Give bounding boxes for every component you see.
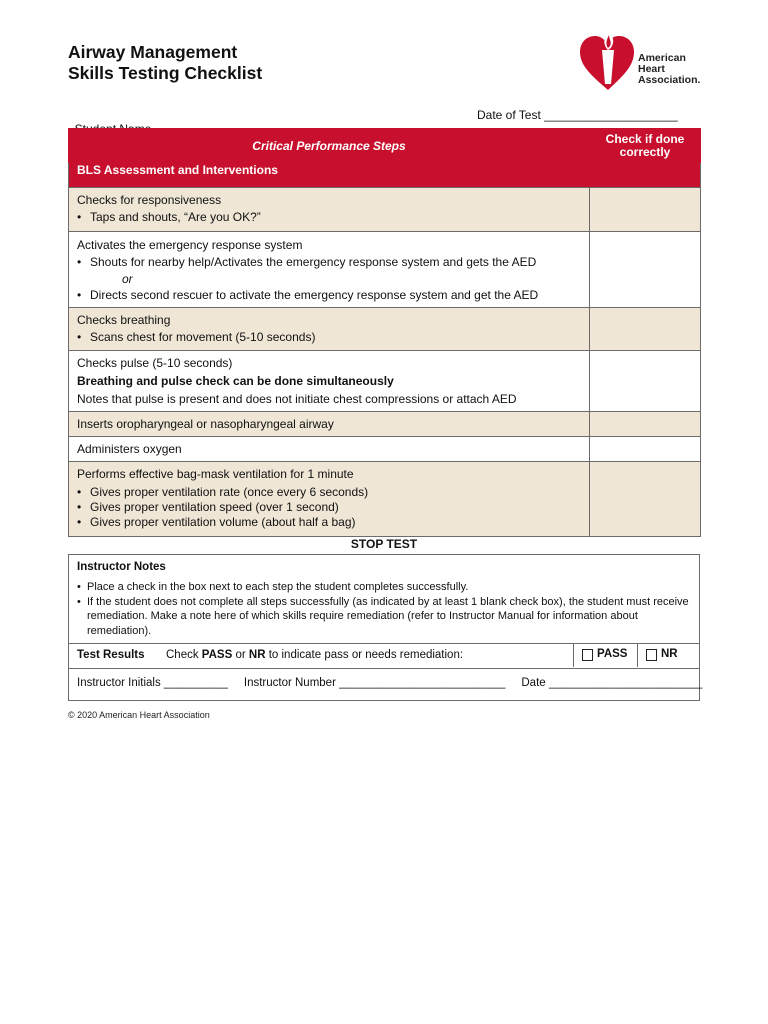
step-title: Performs effective bag-mask ventilation for 1 minute <box>77 467 354 481</box>
step-cell <box>69 232 590 308</box>
logo-line-1: American <box>638 52 686 64</box>
table-row <box>69 437 701 462</box>
step-bullet: • Directs second rescuer to activate the emergency response system and get the AED <box>77 287 581 304</box>
divider <box>69 668 699 669</box>
column-header-steps: Critical Performance Steps <box>69 129 590 163</box>
title-line-1: Airway Management <box>68 42 238 62</box>
aha-logo <box>578 24 708 92</box>
table-row <box>69 308 701 351</box>
instr-prefix: Check <box>166 649 202 661</box>
step-cell <box>69 412 590 437</box>
logo-line-3: Association. <box>638 74 701 86</box>
instr-or: or <box>232 649 249 661</box>
instructor-number-field[interactable]: Instructor Number __________________________ <box>243 677 506 689</box>
check-box-cell[interactable] <box>590 351 701 412</box>
test-results-instruction <box>166 649 463 661</box>
step-note: Notes that pulse is present and does not initiate chest compressions or attach AED <box>77 392 517 406</box>
title-line-2: Skills Testing Checklist <box>68 63 263 83</box>
check-box-cell[interactable] <box>590 412 701 437</box>
page-title <box>68 42 262 84</box>
date-of-test-field[interactable]: Date of Test ____________________ <box>477 108 678 122</box>
check-header-line-2: correctly <box>619 144 671 159</box>
table-row <box>69 351 701 412</box>
step-bullet: • Gives proper ventilation speed (over 1 second) <box>77 500 581 515</box>
table-row <box>69 412 701 437</box>
step-bullet: • Gives proper ventilation volume (about half a bag) <box>77 515 581 530</box>
step-cell <box>69 351 590 412</box>
stop-test-label: STOP TEST <box>350 537 418 551</box>
instructor-notes-box <box>68 554 703 701</box>
check-header-line-1: Check if done <box>605 131 685 146</box>
nr-option[interactable] <box>637 643 700 667</box>
test-results-label: Test Results <box>77 649 145 661</box>
instr-pass: PASS <box>201 649 233 661</box>
step-title: Inserts oropharyngeal or nasopharyngeal airway <box>77 417 334 431</box>
logo-text <box>638 53 700 86</box>
step-title: Checks for responsiveness <box>77 193 222 207</box>
step-bullet: • Scans chest for movement (5-10 seconds) <box>77 329 581 346</box>
check-box-cell[interactable] <box>590 462 701 537</box>
check-box-cell[interactable] <box>590 232 701 308</box>
list-item: • If the student does not complete all steps successfully (as indicated by at least 1 blank check box), the student must receive remediation. Make a note here of which skills require remediation (refer to Instructor Manual for information about remediation). <box>77 595 692 639</box>
step-cell <box>69 437 590 462</box>
instr-nr: NR <box>248 649 266 661</box>
step-bullet: • Gives proper ventilation rate (once every 6 seconds) <box>77 485 581 500</box>
nr-label: NR <box>661 648 678 660</box>
table-row <box>69 188 701 232</box>
pass-label: PASS <box>597 648 628 660</box>
step-cell <box>69 308 590 351</box>
section-row <box>69 163 701 188</box>
step-title: Activates the emergency response system <box>77 238 303 252</box>
table-row <box>69 462 701 537</box>
step-bullet: • Taps and shouts, “Are you OK?” <box>77 209 581 226</box>
step-title: Checks pulse (5-10 seconds) <box>77 356 233 370</box>
table-header-row <box>69 129 701 163</box>
instructor-initials-field[interactable]: Instructor Initials __________ <box>77 677 228 689</box>
pass-option[interactable] <box>573 643 636 667</box>
copyright: © 2020 American Heart Association <box>68 710 210 720</box>
checklist-table <box>68 128 701 537</box>
instructor-notes-heading: Instructor Notes <box>77 561 166 573</box>
logo-line-2: Heart <box>638 63 665 75</box>
pass-checkbox[interactable] <box>582 649 593 661</box>
nr-checkbox[interactable] <box>646 649 657 661</box>
step-cell <box>69 188 590 232</box>
step-title: Checks breathing <box>77 313 171 327</box>
instr-suffix: to indicate pass or needs remediation: <box>265 649 464 661</box>
check-box-cell[interactable] <box>590 308 701 351</box>
instructor-notes-list <box>77 580 692 638</box>
step-bullet: • Shouts for nearby help/Activates the emergency response system and gets the AED <box>77 254 581 271</box>
column-header-check <box>590 129 701 163</box>
table-row <box>69 232 701 308</box>
section-title: BLS Assessment and Interventions <box>69 163 701 188</box>
check-box-cell[interactable] <box>590 437 701 462</box>
heart-torch-icon <box>578 24 638 92</box>
check-box-cell[interactable] <box>590 188 701 232</box>
step-title: Administers oxygen <box>77 442 182 456</box>
list-item: • Place a check in the box next to each step the student completes successfully. <box>77 580 692 595</box>
step-cell <box>69 462 590 537</box>
step-or: or <box>122 272 133 286</box>
date-field[interactable]: Date ________________________ <box>521 677 703 689</box>
step-bold-note: Breathing and pulse check can be done simultaneously <box>77 374 394 388</box>
instructor-signoff-row <box>77 677 702 689</box>
